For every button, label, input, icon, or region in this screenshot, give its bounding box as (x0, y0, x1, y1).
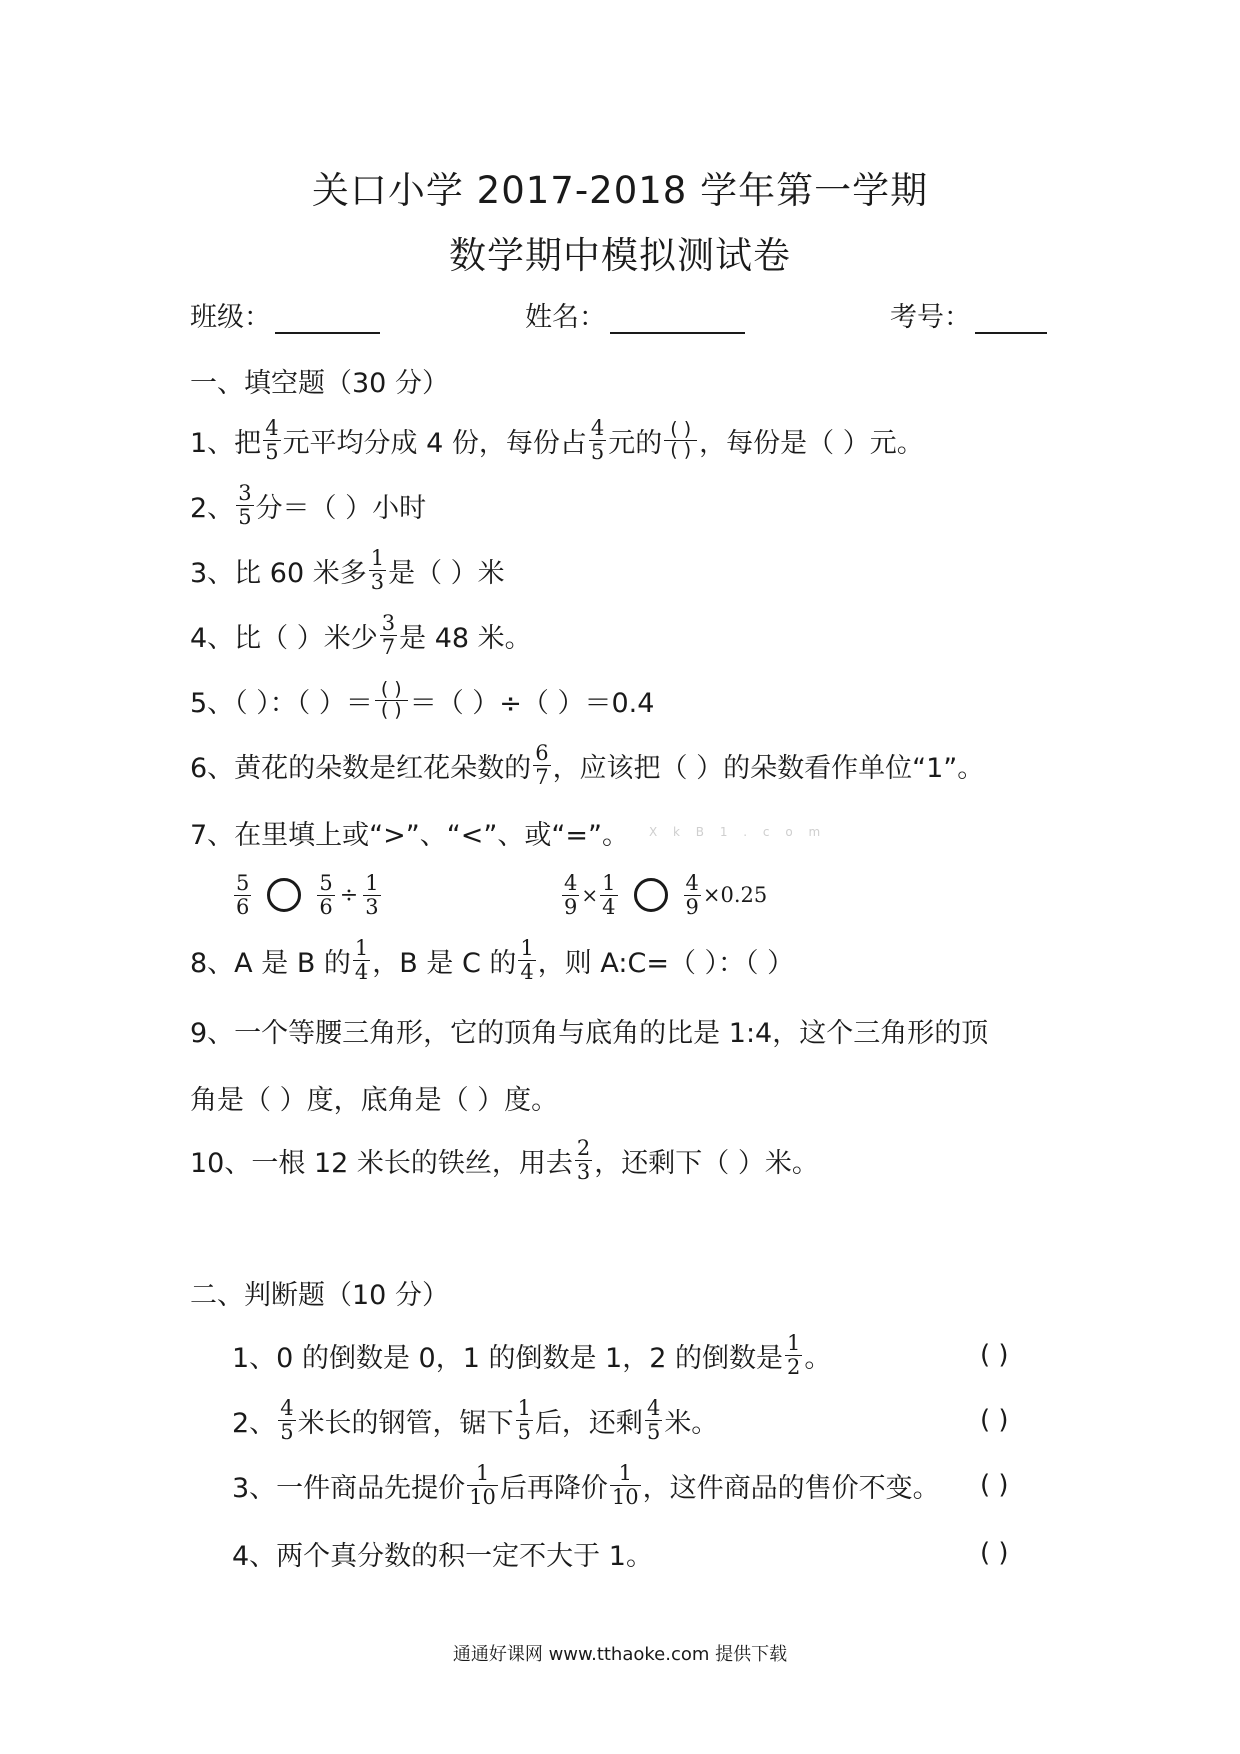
q1-1 (190, 405, 924, 475)
name-field (525, 295, 745, 334)
q1-8-text-a: 8、A 是 B 的 (190, 947, 351, 979)
q1-1-text-a: 1、把 (190, 427, 262, 459)
fraction: $\frac{4}{9}$ (564, 871, 578, 919)
q1-2-text-a: 2、 (190, 492, 235, 524)
q2-1-text-b: 。 (804, 1342, 832, 1374)
q1-3 (190, 535, 505, 605)
watermark: X k B 1 . c o m (648, 825, 827, 839)
q1-6-text-b: ，应该把（ ）的朵数看作单位“1”。 (552, 752, 985, 784)
q1-2-text-b: 分＝（ ）小时 (255, 492, 427, 524)
fraction: $\frac{1}{3}$ (370, 546, 385, 594)
fraction: $\frac{1}{4}$ (602, 871, 616, 919)
q1-5-text-b: ＝（ ）÷（ ）＝0.4 (409, 687, 655, 719)
q1-4 (190, 600, 532, 670)
q1-9-line2: 角是（ ）度，底角是（ ）度。 (190, 1084, 559, 1116)
fraction-blank[interactable]: $\frac{( )}{( )}$ (664, 420, 697, 461)
q2-3 (232, 1450, 940, 1520)
q1-1-text-c: 元的 (608, 427, 663, 459)
multiply-tail: ×0.25 (702, 883, 768, 907)
q2-1-text-a: 1、0 的倒数是 0，1 的倒数是 1，2 的倒数是 (232, 1342, 783, 1374)
exam-no-blank[interactable] (975, 306, 1047, 334)
fraction: $\frac{4}{5}$ (265, 416, 279, 464)
q2-1 (232, 1320, 831, 1390)
footer-credit: 通通好课网 www.tthaoke.com 提供下载 (452, 1644, 788, 1665)
q2-2-text-c: 后，还剩 (534, 1407, 643, 1439)
q1-7-text: 7、在里填上或“>”、“<”、或“=”。 (190, 819, 629, 851)
answer-bracket[interactable]: ( ) (980, 1340, 1009, 1370)
q2-2-text-d: 米。 (664, 1407, 719, 1439)
exam-no-field (890, 295, 1047, 334)
fraction: $\frac{4}{5}$ (646, 1396, 661, 1444)
q2-2-text-a: 2、 (232, 1407, 277, 1439)
fraction: $\frac{3}{5}$ (238, 481, 252, 529)
q1-1-text-b: 元平均分成 4 份，每份占 (282, 427, 587, 459)
fraction: $\frac{2}{3}$ (576, 1136, 591, 1184)
fraction-blank[interactable]: $\frac{( )}{( )}$ (375, 680, 408, 721)
fraction: $\frac{5}{6}$ (236, 871, 250, 919)
q2-4 (232, 1518, 653, 1588)
exam-no-label: 考号： (890, 302, 971, 333)
q1-2 (190, 470, 426, 540)
section2-heading: 二、判断题（10 分） (190, 1279, 449, 1311)
fraction: $\frac{1}{2}$ (786, 1331, 801, 1379)
q1-8 (190, 925, 794, 995)
class-label: 班级： (190, 302, 271, 333)
q1-7-compare-a (232, 860, 383, 930)
fraction: $\frac{1}{4}$ (520, 936, 534, 984)
q1-4-text-b: 是 48 米。 (399, 622, 532, 654)
q1-10 (190, 1125, 819, 1195)
q2-4-text: 4、两个真分数的积一定不大于 1。 (232, 1540, 653, 1572)
q2-2 (232, 1385, 718, 1455)
answer-bracket[interactable]: ( ) (980, 1470, 1009, 1500)
exam-title-line2: 数学期中模拟测试卷 (449, 234, 791, 277)
q2-2-text-b: 米长的钢管，锯下 (297, 1407, 514, 1439)
q1-10-text-b: ，还剩下（ ）米。 (594, 1147, 819, 1179)
q1-4-text-a: 4、比（ ）米少 (190, 622, 378, 654)
class-field (190, 295, 380, 334)
info-row (190, 295, 1060, 335)
q1-7 (190, 797, 826, 867)
answer-bracket[interactable]: ( ) (980, 1538, 1009, 1568)
fraction: $\frac{6}{7}$ (535, 741, 549, 789)
q1-5-text-a: 5、（ ）：（ ）＝ (190, 687, 373, 719)
fraction: $\frac{1}{3}$ (365, 871, 379, 919)
fraction: $\frac{5}{6}$ (319, 871, 333, 919)
q1-8-text-b: ，B 是 C 的 (372, 947, 517, 979)
q1-10-text-a: 10、一根 12 米长的铁丝，用去 (190, 1147, 573, 1179)
q1-7-compare-b (560, 860, 767, 930)
fraction: $\frac{1}{10}$ (611, 1461, 639, 1509)
q1-3-text-b: 是（ ）米 (388, 557, 505, 589)
q2-3-text-b: 后再降价 (499, 1472, 608, 1504)
q1-1-text-d: ，每份是（ ）元。 (699, 427, 924, 459)
q1-6 (190, 730, 984, 800)
fraction: $\frac{3}{7}$ (381, 611, 396, 659)
answer-bracket[interactable]: ( ) (980, 1405, 1009, 1435)
fraction: $\frac{1}{10}$ (469, 1461, 496, 1509)
q1-5 (190, 665, 654, 735)
q1-8-text-c: ，则 A:C=（ ）：（ ） (537, 947, 795, 979)
fraction: $\frac{1}{4}$ (354, 936, 369, 984)
compare-circle-a[interactable] (267, 878, 301, 912)
divide-sign: ÷ (339, 882, 359, 908)
section1-heading: 一、填空题（30 分） (190, 367, 449, 399)
q1-9-line1: 9、一个等腰三角形，它的顶角与底角的比是 1:4，这个三角形的顶 (190, 1017, 989, 1049)
q2-3-text-a: 3、一件商品先提价 (232, 1472, 466, 1504)
exam-title-line1: 关口小学 2017-2018 学年第一学期 (311, 169, 929, 212)
q2-3-text-c: ，这件商品的售价不变。 (642, 1472, 940, 1504)
q1-3-text-a: 3、比 60 米多 (190, 557, 367, 589)
name-label: 姓名： (525, 302, 606, 333)
fraction: $\frac{4}{5}$ (280, 1396, 294, 1444)
fraction: $\frac{4}{9}$ (685, 871, 699, 919)
q1-6-text-a: 6、黄花的朵数是红花朵数的 (190, 752, 532, 784)
fraction: $\frac{1}{5}$ (517, 1396, 531, 1444)
compare-circle-b[interactable] (634, 878, 668, 912)
multiply-sign: × (581, 883, 599, 907)
class-blank[interactable] (275, 306, 380, 334)
name-blank[interactable] (610, 306, 745, 334)
fraction: $\frac{4}{5}$ (590, 416, 605, 464)
